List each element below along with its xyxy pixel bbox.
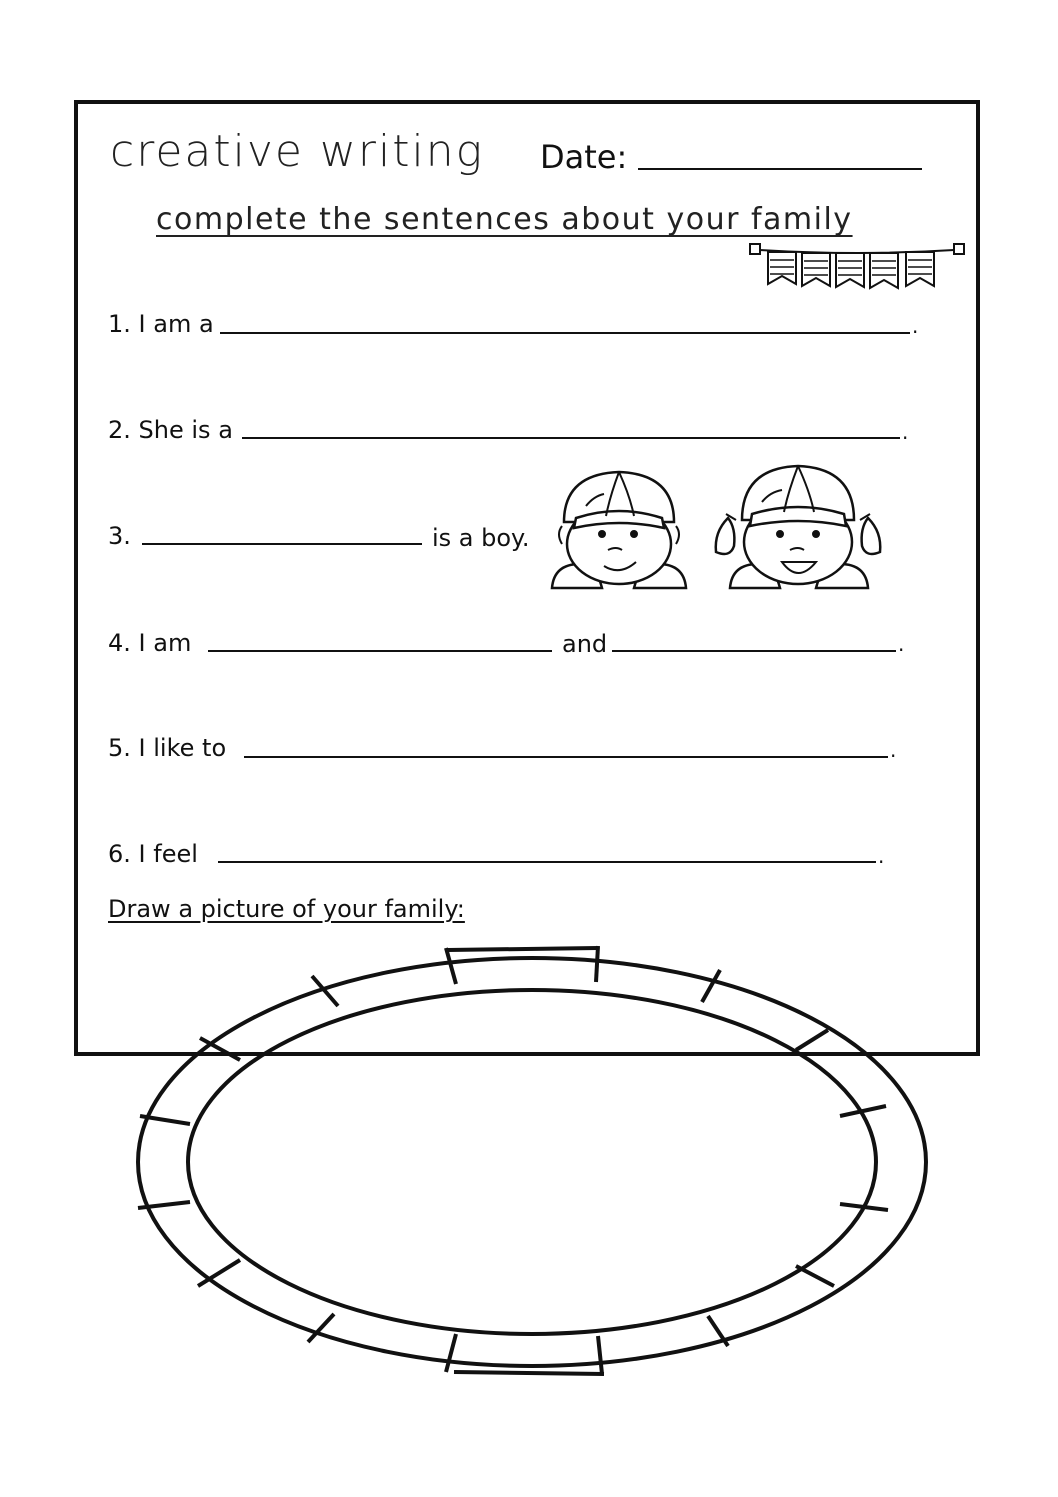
- sentence-4: [108, 629, 191, 657]
- sentence-3-text: is a boy.: [432, 524, 530, 552]
- sentence-6-text: I feel: [138, 840, 198, 868]
- boy-face-icon: [546, 466, 692, 590]
- page-title: creative writing: [110, 126, 484, 177]
- sentence-5-text: I like to: [138, 734, 227, 762]
- sentence-4-blank-1[interactable]: [208, 650, 552, 652]
- sentence-2-blank[interactable]: [242, 437, 900, 439]
- sentence-3-number: 3.: [108, 522, 131, 550]
- sentence-4-number: 4.: [108, 629, 131, 657]
- date-field[interactable]: [638, 168, 922, 170]
- sentence-5-period: .: [890, 738, 897, 762]
- date-label: Date:: [540, 138, 628, 176]
- sentence-6-period: .: [878, 844, 885, 868]
- sentence-2-period: .: [902, 420, 909, 444]
- girl-face-icon: [712, 462, 884, 590]
- sentence-5-number: 5.: [108, 734, 131, 762]
- sentence-6: [108, 840, 198, 868]
- sentence-5: [108, 734, 226, 762]
- sentence-3-blank[interactable]: [142, 543, 422, 545]
- draw-prompt: Draw a picture of your family:: [108, 895, 465, 923]
- sentence-4-text: I am: [138, 629, 192, 657]
- sentence-1: [108, 310, 214, 338]
- oval-frame-icon[interactable]: [128, 940, 938, 1380]
- sentence-1-number: 1.: [108, 310, 131, 338]
- sentence-2: [108, 416, 233, 444]
- sentence-4-and: and: [562, 630, 608, 658]
- instruction-text: complete the sentences about your family: [156, 202, 853, 237]
- sentence-2-number: 2.: [108, 416, 131, 444]
- sentence-1-text: I am a: [138, 310, 214, 338]
- sentence-1-blank[interactable]: [220, 332, 910, 334]
- bunting-banner-icon: [748, 240, 968, 300]
- sentence-5-blank[interactable]: [244, 756, 888, 758]
- sentence-2-text: She is a: [138, 416, 233, 444]
- sentence-6-number: 6.: [108, 840, 131, 868]
- sentence-4-blank-2[interactable]: [612, 650, 896, 652]
- sentence-6-blank[interactable]: [218, 861, 876, 863]
- sentence-4-period: .: [898, 632, 905, 656]
- sentence-1-period: .: [912, 314, 919, 338]
